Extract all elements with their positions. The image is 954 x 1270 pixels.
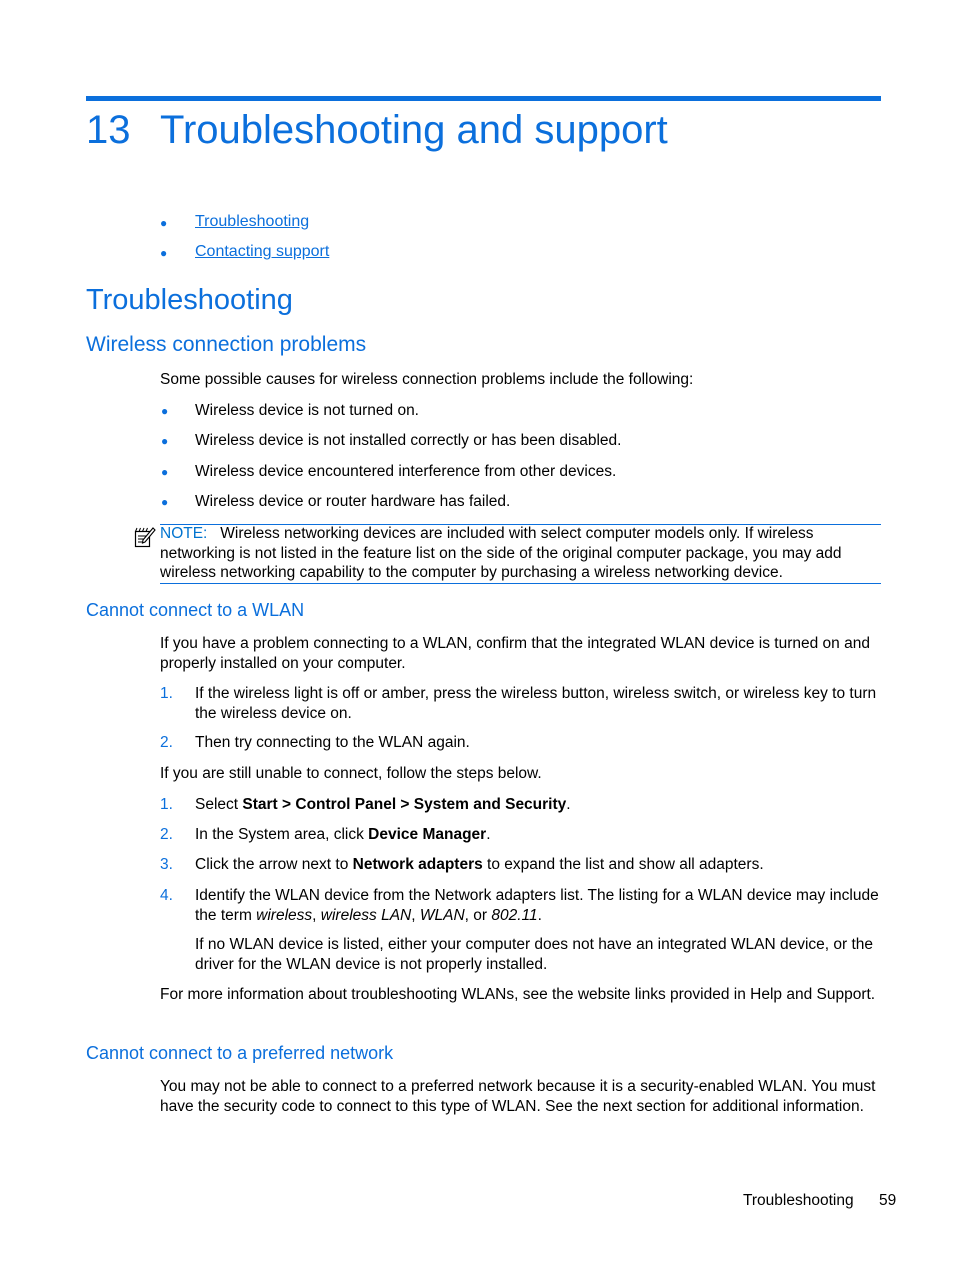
step-text: Then try connecting to the WLAN again.: [195, 734, 470, 751]
step-number: 3.: [160, 856, 173, 873]
menu-path: Start > Control Panel > System and Security: [242, 796, 567, 813]
chapter-rule: [86, 96, 881, 101]
bullet-icon: ●: [161, 465, 169, 479]
subsection-title: Cannot connect to a WLAN: [86, 600, 305, 620]
step-number: 2.: [160, 826, 173, 843]
list-item-text: Wireless device or router hardware has failed.: [195, 493, 511, 510]
step-number: 1.: [160, 796, 173, 813]
step-text-part: , or: [464, 906, 492, 924]
toc-link-contacting-support[interactable]: Contacting support: [195, 243, 330, 260]
subsection-title: Wireless connection problems: [86, 333, 367, 356]
step-text: [195, 795, 885, 815]
step-number: 1.: [160, 685, 173, 702]
chapter-title: Troubleshooting and support: [160, 108, 668, 152]
step-text-part: to expand the list and show all adapters.: [482, 856, 764, 873]
step-text-part: In the System area, click: [195, 826, 369, 843]
footer-section-label: Troubleshooting: [743, 1192, 854, 1209]
step-text: [195, 886, 885, 925]
term: WLAN: [419, 906, 465, 924]
step-text: If the wireless light is off or amber, press the wireless button, wireless switch, or wireless key to turn the wireless device on.: [195, 685, 877, 722]
term: 802.11: [491, 906, 538, 924]
list-item-text: Wireless device is not installed correctly or has been disabled.: [195, 432, 622, 449]
note-body: Wireless networking devices are included with select computer models only. If wireless networking is not listed in the feature list on the side of the original computer package, you may add wireless networking capability to the computer by purchasing a wireless networking device.: [160, 525, 842, 581]
step-text-part: ,: [411, 906, 420, 924]
paragraph: Some possible causes for wireless connection problems include the following:: [160, 371, 694, 388]
step-text-part: .: [566, 796, 571, 813]
subsection-title: Cannot connect to a preferred network: [86, 1043, 394, 1063]
list-item-text: Wireless device encountered interference from other devices.: [195, 463, 617, 480]
paragraph: If no WLAN device is listed, either your computer does not have an integrated WLAN device, or the driver for the WLAN device is not properly installed.: [195, 936, 874, 973]
list-item-text: Wireless device is not turned on.: [195, 402, 419, 419]
step-text: [195, 855, 885, 875]
step-text-part: ,: [312, 906, 321, 924]
ui-term: Device Manager: [368, 826, 487, 843]
ui-term: Network adapters: [352, 856, 483, 873]
step-text: [195, 825, 885, 845]
step-number: 4.: [160, 887, 173, 904]
note-pencil-icon: [134, 526, 156, 548]
toc-link-troubleshooting[interactable]: Troubleshooting: [195, 213, 310, 230]
step-text-part: .: [537, 906, 542, 924]
note-text: [160, 524, 881, 583]
bullet-icon: ●: [160, 216, 168, 230]
paragraph: If you are still unable to connect, follow the steps below.: [160, 765, 542, 782]
page-number: 59: [879, 1192, 897, 1209]
section-title: Troubleshooting: [86, 284, 293, 316]
term: wireless: [256, 906, 313, 924]
note-label: NOTE:: [160, 525, 208, 542]
bullet-icon: ●: [161, 404, 169, 418]
paragraph: If you have a problem connecting to a WLAN, confirm that the integrated WLAN device is turned on and properly installed on your computer.: [160, 635, 870, 672]
bullet-icon: ●: [161, 434, 169, 448]
step-text-part: Identify the WLAN device from the Network adapters list. The listing for a WLAN device may include the term: [195, 887, 879, 924]
step-text-part: Click the arrow next to: [195, 856, 353, 873]
step-text-part: Select: [195, 796, 243, 813]
bullet-icon: ●: [160, 246, 168, 260]
paragraph: You may not be able to connect to a preferred network because it is a security-enabled WLAN. You must have the security code to connect to this type of WLAN. See the next section for additional information.: [160, 1078, 876, 1115]
term: wireless LAN: [320, 906, 412, 924]
step-number: 2.: [160, 734, 173, 751]
chapter-number: 13: [86, 108, 131, 152]
step-text-part: .: [486, 826, 491, 843]
paragraph: For more information about troubleshooting WLANs, see the website links provided in Help and Support.: [160, 986, 876, 1003]
bullet-icon: ●: [161, 495, 169, 509]
